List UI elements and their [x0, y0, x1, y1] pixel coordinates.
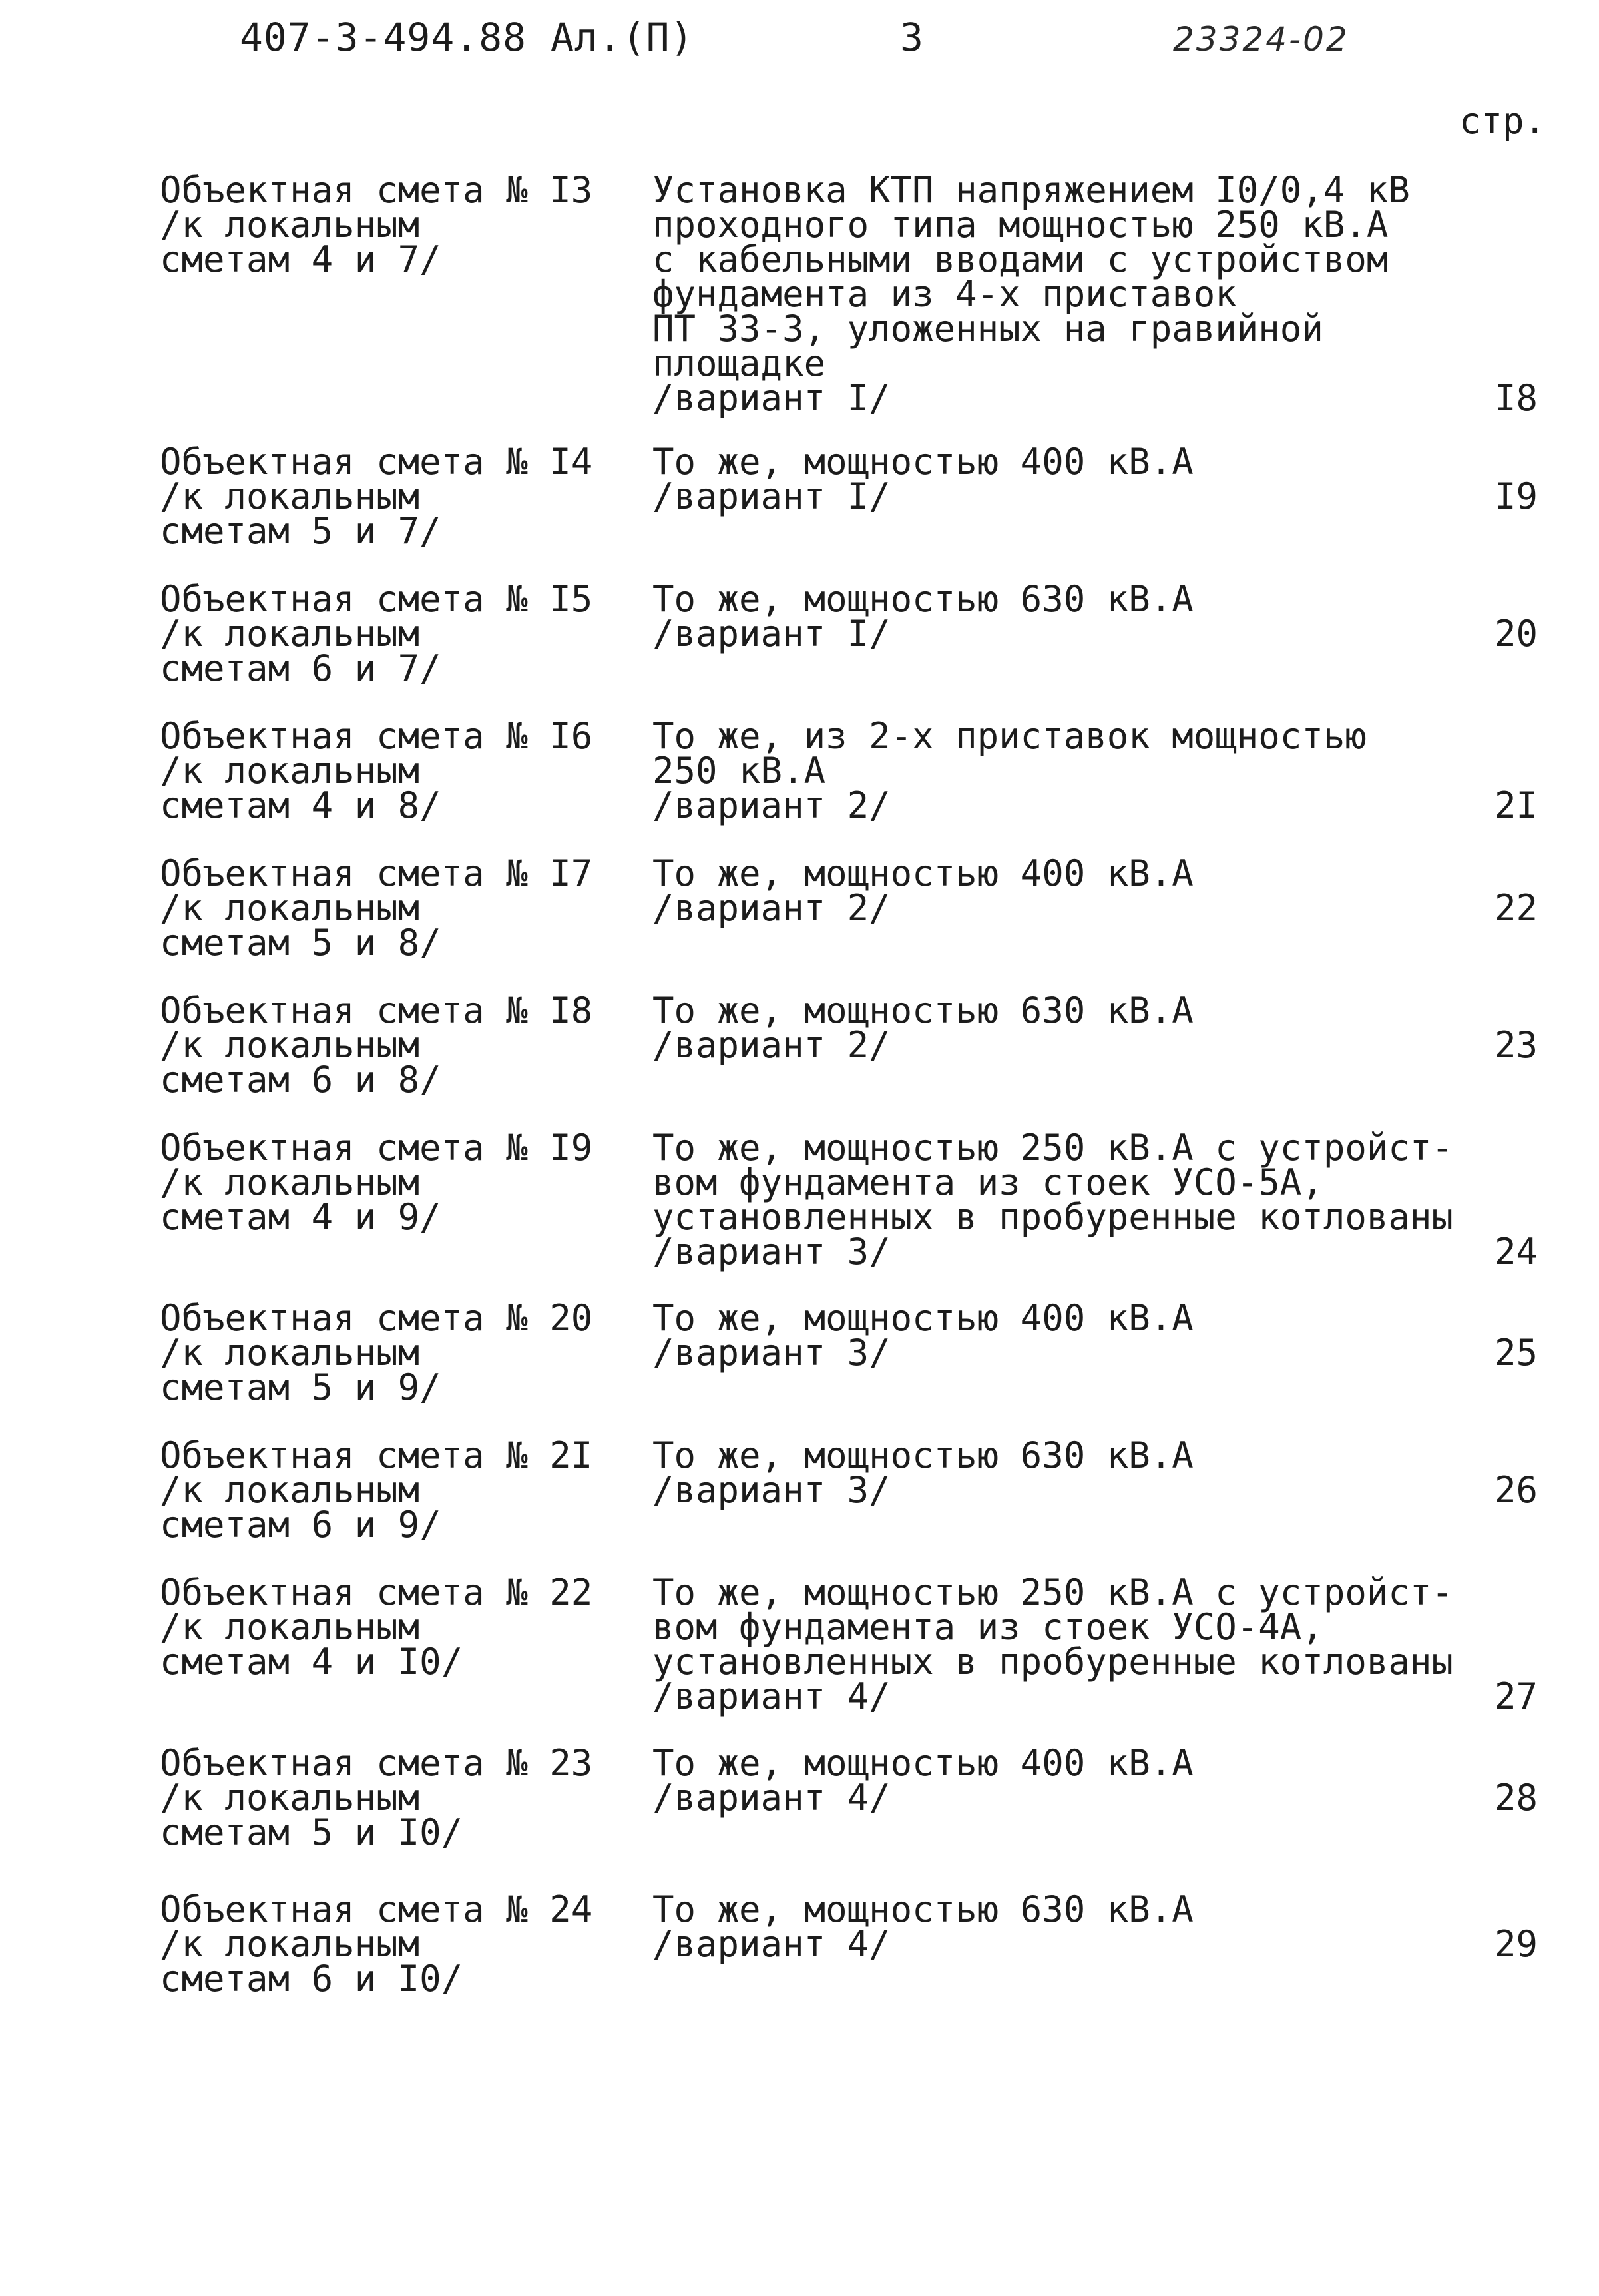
estimate-title-line: сметам 6 и 8/ [160, 1059, 441, 1101]
estimate-title-line: сметам 4 и 8/ [160, 784, 441, 826]
estimate-description-line: То же, мощностью 630 кВ.А [652, 990, 1194, 1031]
estimate-page-number: I8 [1494, 377, 1538, 419]
estimate-description-line: с кабельными вводами с устройством [652, 238, 1389, 280]
estimate-description [652, 1888, 1451, 1965]
estimate-description-line: То же, мощностью 250 кВ.А с устройст- [652, 1572, 1453, 1613]
estimate-title [160, 1742, 626, 1853]
estimate-description-line: То же, мощностью 400 кВ.А [652, 1297, 1194, 1339]
estimate-description-line: То же, мощностью 250 кВ.А с устройст- [652, 1127, 1453, 1169]
inventory-number: 23324-02 [1173, 20, 1349, 59]
estimate-title-line: /к локальным [160, 475, 420, 517]
page-column-label: стр. [1459, 100, 1546, 142]
estimate-description [652, 1572, 1453, 1717]
estimate-title [160, 441, 626, 552]
estimate-title-line: Объектная смета № 2I [160, 1434, 593, 1476]
estimate-description-line: /вариант I/ [652, 475, 891, 517]
estimate-title-line: сметам 6 и 7/ [160, 647, 441, 689]
estimate-title [160, 1572, 626, 1683]
estimate-title [160, 1297, 626, 1408]
estimate-description [652, 715, 1451, 826]
estimate-title-line: /к локальным [160, 1469, 420, 1511]
estimate-page-number: 20 [1494, 613, 1538, 655]
estimate-title-line: /к локальным [160, 613, 420, 655]
estimate-title-line: Объектная смета № I6 [160, 715, 593, 757]
estimate-title-line: /к локальным [160, 1332, 420, 1374]
estimate-page-number: 29 [1494, 1923, 1538, 1965]
estimate-description [652, 578, 1451, 655]
estimate-title-line: /к локальным [160, 1024, 420, 1066]
estimate-title-line: Объектная смета № I4 [160, 441, 593, 483]
estimate-title-line: /к локальным [160, 887, 420, 929]
estimate-description [652, 852, 1451, 929]
estimate-title [160, 578, 626, 689]
estimate-title-line: сметам 4 и 9/ [160, 1196, 441, 1238]
estimate-description-line: То же, мощностью 630 кВ.А [652, 578, 1194, 620]
estimate-description [652, 1742, 1451, 1819]
estimate-description [652, 169, 1451, 419]
estimate-page-number: 26 [1494, 1469, 1538, 1511]
estimate-description-line: /вариант 3/ [652, 1469, 891, 1511]
estimate-description-line: /вариант 4/ [652, 1777, 891, 1819]
estimate-title [160, 715, 626, 826]
estimate-title-line: /к локальным [160, 1923, 420, 1965]
estimate-title-line: сметам 5 и 7/ [160, 510, 441, 552]
estimate-description [652, 990, 1451, 1066]
estimate-title-line: Объектная смета № I7 [160, 852, 593, 894]
estimate-title-line: сметам 6 и 9/ [160, 1504, 441, 1546]
estimate-description [652, 1127, 1453, 1273]
estimate-page-number: 2I [1494, 784, 1538, 826]
estimate-title-line: сметам 5 и I0/ [160, 1811, 463, 1853]
estimate-title [160, 169, 626, 280]
document-code: 407-3-494.88 Ал.(П) [240, 15, 694, 60]
estimate-description-line: проходного типа мощностью 250 кВ.А [652, 204, 1389, 246]
estimate-title [160, 852, 626, 964]
estimate-page-number: 27 [1494, 1675, 1538, 1717]
estimate-title-line: сметам 5 и 9/ [160, 1366, 441, 1408]
estimate-title [160, 1127, 626, 1238]
estimate-title-line: Объектная смета № I5 [160, 578, 593, 620]
estimate-description-line: ПТ 33-3, уложенных на гравийной [652, 308, 1323, 350]
estimate-description-line: То же, мощностью 400 кВ.А [652, 1742, 1194, 1784]
estimate-title-line: сметам 6 и I0/ [160, 1958, 463, 2000]
estimate-title [160, 990, 626, 1101]
estimate-description-line: /вариант 3/ [652, 1231, 891, 1273]
estimate-title-line: /к локальным [160, 204, 420, 246]
estimate-description-line: вом фундамента из стоек УСО-5А, [652, 1161, 1323, 1203]
estimate-description-line: /вариант 2/ [652, 1024, 891, 1066]
estimate-title-line: /к локальным [160, 750, 420, 792]
estimate-description-line: /вариант I/ [652, 613, 891, 655]
estimate-title-line: Объектная смета № 23 [160, 1742, 593, 1784]
estimate-description-line: То же, мощностью 400 кВ.А [652, 852, 1194, 894]
estimate-page-number: I9 [1494, 475, 1538, 517]
estimate-title-line: сметам 4 и 7/ [160, 238, 441, 280]
estimate-title-line: Объектная смета № 22 [160, 1572, 593, 1613]
estimate-description-line: /вариант 2/ [652, 784, 891, 826]
estimate-description [652, 1434, 1451, 1511]
estimate-description-line: площадке [652, 342, 826, 384]
estimate-title-line: Объектная смета № 20 [160, 1297, 593, 1339]
estimate-description-line: /вариант 4/ [652, 1923, 891, 1965]
estimate-title-line: Объектная смета № I9 [160, 1127, 593, 1169]
estimate-description-line: /вариант 2/ [652, 887, 891, 929]
estimate-title-line: /к локальным [160, 1161, 420, 1203]
page-number: 3 [900, 15, 923, 60]
estimate-title-line: /к локальным [160, 1777, 420, 1819]
estimate-description-line: /вариант 4/ [652, 1675, 891, 1717]
estimate-description-line: /вариант 3/ [652, 1332, 891, 1374]
estimate-page-number: 24 [1494, 1231, 1538, 1273]
estimate-title [160, 1434, 626, 1546]
estimate-title-line: Объектная смета № I8 [160, 990, 593, 1031]
estimate-page-number: 25 [1494, 1332, 1538, 1374]
estimate-page-number: 28 [1494, 1777, 1538, 1819]
estimate-description-line: То же, мощностью 630 кВ.А [652, 1888, 1194, 1930]
estimate-title-line: /к локальным [160, 1606, 420, 1648]
estimate-title-line: сметам 5 и 8/ [160, 922, 441, 964]
estimate-title-line: Объектная смета № I3 [160, 169, 593, 211]
estimate-title [160, 1888, 626, 2000]
estimate-page-number: 22 [1494, 887, 1538, 929]
estimate-description-line: установленных в пробуренные котлованы [652, 1641, 1453, 1683]
estimate-description-line: установленных в пробуренные котлованы [652, 1196, 1453, 1238]
estimate-page-number: 23 [1494, 1024, 1538, 1066]
estimate-description-line: 250 кВ.А [652, 750, 826, 792]
estimate-description [652, 1297, 1451, 1374]
estimate-description-line: фундамента из 4-х приставок [652, 273, 1237, 315]
estimate-description-line: /вариант I/ [652, 377, 891, 419]
estimate-description-line: То же, мощностью 400 кВ.А [652, 441, 1194, 483]
estimate-description [652, 441, 1451, 517]
estimate-description-line: Установка КТП напряжением I0/0,4 кВ [652, 169, 1410, 211]
estimate-description-line: То же, из 2-х приставок мощностью [652, 715, 1367, 757]
estimate-description-line: То же, мощностью 630 кВ.А [652, 1434, 1194, 1476]
estimate-title-line: Объектная смета № 24 [160, 1888, 593, 1930]
estimate-description-line: вом фундамента из стоек УСО-4А, [652, 1606, 1323, 1648]
estimate-title-line: сметам 4 и I0/ [160, 1641, 463, 1683]
